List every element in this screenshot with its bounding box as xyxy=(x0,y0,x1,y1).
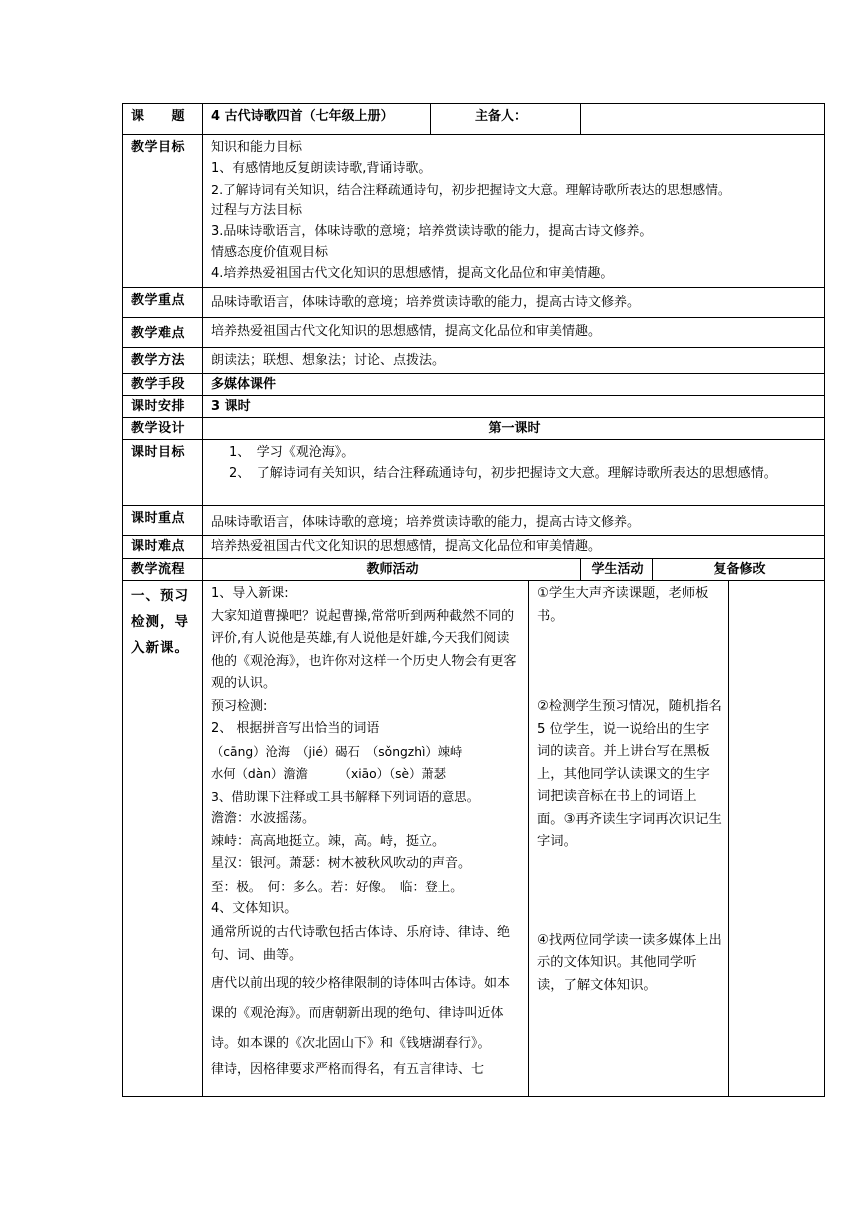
goals-label: 教学目标 xyxy=(123,135,203,288)
means-value: 多媒体课件 xyxy=(203,374,825,396)
preview-label: 预习检测: xyxy=(211,698,268,714)
difficulty-row xyxy=(123,318,825,348)
schedule-value: 3 课时 xyxy=(203,396,825,418)
method-row xyxy=(123,348,825,374)
genre-text: 唐代以前出现的较少格律限制的诗体叫古体诗。如本课的《观沧海》。而唐朝新出现的绝句、律诗叫近体诗。如本课的《次北固山下》和《钱塘湖春行》。 xyxy=(211,975,511,1051)
pinyin-line: 水何（dàn）澹澹 （xiāo）（sè）萧瑟 xyxy=(211,767,447,781)
period-goal-num: 2、 xyxy=(229,466,244,481)
method-value: 朗读法；联想、想象法；讨论、点拨法。 xyxy=(203,348,825,374)
owner-value xyxy=(581,104,825,135)
period-difficulty-label: 课时难点 xyxy=(123,536,203,559)
period-goal-label: 课时目标 xyxy=(123,440,203,506)
goals-content xyxy=(203,135,825,288)
period-difficulty-value: 培养热爱祖国古代文化知识的思想感情，提高文化品位和审美情趣。 xyxy=(203,536,825,559)
design-label: 教学设计 xyxy=(123,418,203,440)
genre-text: 通常所说的古代诗歌包括古体诗、乐府诗、律诗、绝句、词、曲等。 xyxy=(211,924,511,963)
period-goal-text: 学习《观沧海》。 xyxy=(256,445,355,460)
teacher-activity-header: 教师活动 xyxy=(203,559,581,581)
preview-item-4: 4、文体知识。 xyxy=(211,901,298,916)
goals-line: 4.培养热爱祖国古代文化知识的思想感情，提高文化品位和审美情趣。 xyxy=(211,266,614,281)
pinyin-line: （cāng）沧海 （jié）碣石 （sǒngzhì）竦峙 xyxy=(211,744,463,759)
topic-label: 课 题 xyxy=(123,104,203,135)
spacer xyxy=(537,854,722,930)
difficulty-value: 培养热爱祖国古代文化知识的思想感情，提高文化品位和审美情趣。 xyxy=(203,318,825,348)
intro-text: 大家知道曹操吧？说起曹操,常常听到两种截然不同的评价,有人说他是英雄,有人说他是奸雄,今天我们阅读他的《观沧海》，也许你对这样一个历史人物会有更客观的认识。 xyxy=(211,608,517,691)
lesson-plan-table xyxy=(122,103,825,581)
definition: 至：极。 何：多么。若：好像。 临：登上。 xyxy=(211,878,463,894)
focus-label: 教学重点 xyxy=(123,288,203,318)
means-label: 教学手段 xyxy=(123,374,203,396)
preview-item-3: 3、借助课下注释或工具书解释下列词语的意思。 xyxy=(211,788,480,804)
student-step: ④找两位同学读一读多媒体上出示的文体知识。其他同学听读，了解文体知识。 xyxy=(537,932,722,993)
intro-title: 1、导入新课: xyxy=(211,586,289,601)
goals-row xyxy=(123,135,825,288)
flow-table xyxy=(122,580,825,1097)
definition: 竦峙：高高地挺立。竦，高。峙，挺立。 xyxy=(211,833,446,849)
section1-teacher-activity xyxy=(203,581,529,1097)
period-goal-row xyxy=(123,440,825,506)
schedule-label: 课时安排 xyxy=(123,396,203,418)
period-goal-content xyxy=(203,440,825,506)
period-goal-num: 1、 xyxy=(229,445,244,460)
goals-line: 知识和能力目标 xyxy=(211,140,303,155)
period-focus-label: 课时重点 xyxy=(123,506,203,536)
flow-header-row xyxy=(123,559,825,581)
preview-item-2: 2、 根据拼音写出恰当的词语 xyxy=(211,721,380,736)
goals-line: 过程与方法目标 xyxy=(211,203,303,218)
design-value: 第一课时 xyxy=(203,418,825,440)
revise-header: 复备修改 xyxy=(653,559,825,581)
student-step: ②检测学生预习情况，随机指名 5 位学生，说一说给出的生字词的读音。并上讲台写在黑板上，其他同学认读课文的生字词把读音标在书上的词语上面。③再齐读生字词再次识记生字词。 xyxy=(537,699,722,849)
section1-revise xyxy=(729,581,825,1097)
goals-line: 3.品味诗歌语言，体味诗歌的意境；培养赏读诗歌的能力，提高古诗文修养。 xyxy=(211,224,653,239)
period-focus-value: 品味诗歌语言，体味诗歌的意境；培养赏读诗歌的能力，提高古诗文修养。 xyxy=(203,506,825,536)
student-activity-header: 学生活动 xyxy=(581,559,653,581)
genre-text: 律诗，因格律要求严格而得名，有五言律诗、七 xyxy=(211,1061,485,1077)
period-goal-item xyxy=(217,463,818,484)
definition: 星汉：银河。萧瑟：树木被秋风吹动的声音。 xyxy=(211,856,472,871)
period-difficulty-row xyxy=(123,536,825,559)
definition: 澹澹：水波摇荡。 xyxy=(211,811,316,826)
topic-row xyxy=(123,104,825,135)
design-row xyxy=(123,418,825,440)
lesson-plan xyxy=(122,103,824,1097)
spacer xyxy=(537,628,722,696)
topic-value: 4 古代诗歌四首（七年级上册） xyxy=(203,104,431,135)
goals-line: 情感态度价值观目标 xyxy=(211,245,329,260)
focus-value: 品味诗歌语言，体味诗歌的意境；培养赏读诗歌的能力，提高古诗文修养。 xyxy=(203,288,825,318)
student-step: ①学生大声齐读课题，老师板书。 xyxy=(537,586,709,624)
section1-label: 一、预习检测，导入新课。 xyxy=(123,581,203,1097)
section1-student-activity xyxy=(529,581,729,1097)
owner-label: 主备人： xyxy=(431,104,581,135)
period-goal-item xyxy=(217,442,818,463)
period-goal-text: 了解诗词有关知识，结合注释疏通诗句，初步把握诗文大意。理解诗歌所表达的思想感情。 xyxy=(256,466,777,481)
focus-row xyxy=(123,288,825,318)
period-focus-row xyxy=(123,506,825,536)
section1-row xyxy=(123,581,825,1097)
schedule-row xyxy=(123,396,825,418)
goals-line: 2.了解诗词有关知识，结合注释疏通诗句，初步把握诗文大意。理解诗歌所表达的思想感情。 xyxy=(211,182,731,197)
method-label: 教学方法 xyxy=(123,348,203,374)
difficulty-label: 教学难点 xyxy=(123,318,203,348)
means-row xyxy=(123,374,825,396)
flow-label: 教学流程 xyxy=(123,559,203,581)
goals-line: 1、有感情地反复朗读诗歌,背诵诗歌。 xyxy=(211,161,432,176)
